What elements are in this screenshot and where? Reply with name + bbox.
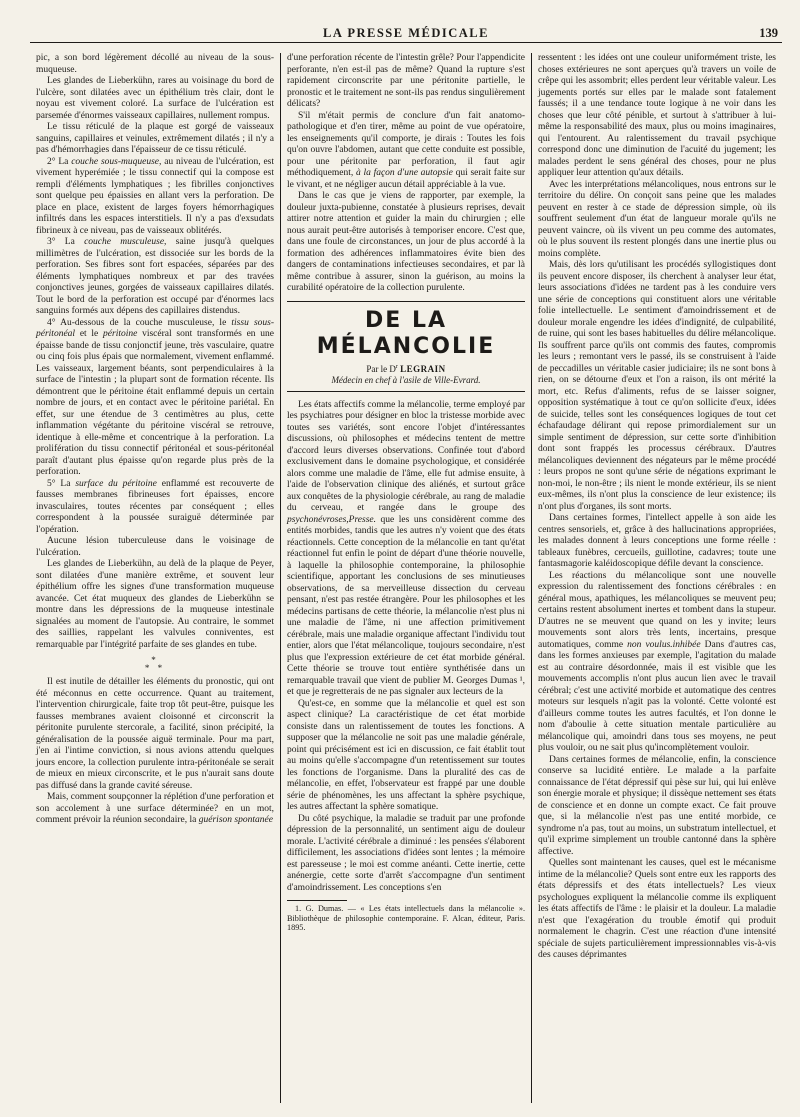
paragraph-text: comme toutes les autres facultés, et l'on donne le nom d'aboulie à cette situation mentale particulière au mélancolique qui, amoindri dans tous ses moyens, ne peut plus vouloir, ou ne sait plus qu'incomplètement vouloir. [538,708,776,753]
paragraph [36,318,274,479]
paragraph-text: Les réactions du mélancolique sont une nouvelle expression du ralentissement des fonctions cérébrales : en général mous, apathiques, les mélancoliques se meuvent peu; certains restent absolument inertes et tombent dans la stupeur. D'autres ne se meuvent que quand on les y invite; leurs mouvements sont alors très lents, incertains, presque automatiques, comme [538,570,776,650]
footnote: 1. G. Dumas. — « Les états intellectuels dans la mélancolie ». Bibliothèque de philosophie contemporaine. F. Alcan, éditeur, Paris. 1895. [287,904,525,932]
italic-phrase: péritoine [103,329,138,339]
paragraph: Du côté psychique, la maladie se traduit par une profonde dépression de la personnalité, un sentiment aigu de douleur morale. L'activité cérébrale a diminué : les pensées s'élaborent difficilement, les associations d'idées sont lentes ; la mémoire est paresseuse ; le moi est comme anéanti. Cette inertie, cette anénergie, cette sorte d'arrêt s'accompagne d'un sentiment d'amoindrissement. Les conceptions s'en [287,813,525,893]
paragraph-text: et le [75,329,104,339]
paragraph [36,157,274,238]
paragraph [287,111,525,192]
paragraph-text: au niveau de l'ulcération, est vivement hyperémiée ; le tissu connectif qui la compose est rempli d'éléments lymphatiques ; les fibrilles conjonctives sont quelque peu épaissies en allant vers la perforation. De place en place, existent de larges foyers hémorrhagiques infiltrés dans les espaces interstitiels. Il n'y a pas d'exsudats fibrineux à ce niveau, pas de vaisseaux oblitérés. [36,156,274,236]
italic-phrase: tissu sous-péritonéal [36,317,274,339]
running-header [30,0,782,38]
paragraph-text: Les états affectifs comme la mélancolie, terme employé par les psychiatres pour désigner en bloc la tristesse morbide avec toutes ses variétés, sont encore l'objet d'intéressantes discussions, où philosophes et médecins tentent de mettre d'accord leurs diverses observations. Confinée tout d'abord exclusivement dans le domaine psychologique, et considérée alors comme une maladie de l'âme, elle fut admise ensuite, à l'aide de l'observation clinique des aliénés, et surtout grâce aux conquêtes de la physiologie cérébrale, au rang de maladie du cerveau, et rangée dans le groupe des [287,399,525,513]
text-columns [30,53,782,1103]
column-middle [280,53,531,1103]
paragraph: Aucune lésion tuberculeuse dans le voisinage de l'ulcération. [36,536,274,558]
italic-phrase: surface du péritoine [75,478,157,489]
article-author: Par le $D^r$ LEGRAIN [366,363,446,374]
section-separator: * * * [144,655,166,673]
paragraph [538,571,776,755]
paragraph-text: viscéral sont transformés en une épaisse bande de tissu conjonctif jeune, très vasculaire, quatre ou cinq fois plus épais que normalement, vivement enflammé. Les vaisseaux, largement béants, sont perpendiculaires à la surface de l'intestin ; la plupart sont de formation récente. Ils démontrent que le péritoine était enflammé depuis un certain nombre de jours, et en contact avec le péritoine pariétal. En effet, sur une étendue de 3 centimètres au plus, cette inflammation végétante du péritoine viscéral se retrouve, identique à elle-même et concentrique à la perforation. La prolifération du tissu connectif péritonéal et sous-péritonéal paraît d'autant plus épaisse qu'on regarde plus près de la perforation. [36,329,274,477]
author-affiliation: Médecin en chef à l'asile de Ville-Evrard. [331,374,481,385]
paragraph-text: Mais, comment soupçonner la réplétion d'une perforation et son accolement à une surface déterminée? en un mot, comment prévoir la réunion secondaire, la [36,792,275,825]
journal-title: LA PRESSE MÉDICALE [323,26,489,40]
paragraph-text: que les uns considèrent comme des entités morbides, tandis que les autres n'y voient que des états réactionnels. Cette conception de la mélancolie en tant qu'état réactionnel fut enfin le point de départ d'une théorie nouvelle, à laquelle la philosophie contemporaine, la philosophie scientifique, apportant les conclusions de ses minutieuses observations, de sa merveilleuse dissection du cerveau pensant, n'est pas restée étrangère. Pour les philosophes et les médecins partisans de cette théorie, la mélancolie n'est plus ni une maladie de l'âme, ni une affection primitivement cérébrale, mais une maladie organique affectant l'individu tout entier, alors que l'état mélancolique, toujours secondaire, n'est plus que l'expression extérieure de cet état morbide général. Cette théorie se trouve tout entière synthétisée dans un remarquable travail que vient de publier M. Georges Dumas ¹, et que je regretterais de ne pas signaler aux lecteurs de la [287,514,525,697]
italic-phrase: couche sous-muqueuse, [71,156,162,167]
paragraph [36,792,274,827]
italic-phrase: couche musculeuse, [84,237,167,247]
article-title: DE LA MÉLANCOLIE [316,307,496,359]
column-right [531,53,782,1103]
paragraph-text: enflammé est recouverte de fausses membranes fibrineuses fort épaisses, encore invasculaires, toutes récentes par conséquent ; elles correspondent à la poussée suraiguë déterminée par l'opération. [36,478,274,535]
italic-phrase: non voulus. [627,639,673,650]
paragraph: Qu'est-ce, en somme que la mélancolie et quel est son aspect clinique? La caractéristique de cet état morbide consiste dans un ralentissement de toutes les fonctions. A supposer que la mélancolie ne soit pas une maladie générale, point qui précisément est ici en discussion, ce fait établit tout au moins qu'elle s'accompagne d'un retentissement sur toutes les fonctions de l'organisme. Dans la pluralité des cas de mélancolie, en effet, l'observateur est frappé par une double série de phénomènes, les uns affectant la sphère psychique, les autres affectant la sphère somatique. [287,698,525,812]
italic-phrase: psychonévroses, [287,514,349,525]
paragraph-text: S'il m'était permis de conclure d'un fait anatomo-pathologique et d'en tirer, même au point de vue opératoire, les enseignements qu'il comporte, je dirais : Toutes les fois qu'on ouvre l'abdomen, autant que cette conduite est possible, pour une péritonite par perforation, il faut agir méthodiquement, [287,110,525,178]
paragraph-text: 2° La [47,156,72,167]
paragraph: ressentent : les idées ont une couleur uniformément triste, les choses extérieures ne sont aperçues qu'à travers un voile de crêpe qui les assombrit; elles perdent leur véritable valeur. Les jugements portés sur elles par le malade sont fatalement faussés; il a une tendance toute logique à ne voir dans les choses que leur côté pénible, et surtout à s'attribuer à lui-même la responsabilité des maux, plus ou moins imaginaires, qui l'entourent. Au ralentissement du travail psychique correspond donc une diminution de l'acuité du jugement; les malades perdent le sens général des choses, pour ne plus appliquer leur attention qu'aux détails. [538,53,776,178]
page-number: 139 [759,26,778,40]
paragraph [36,237,274,318]
paragraph-text: qui serait faite sur le vivant, et ne négliger aucun détail appréciable à la vue. [287,168,526,190]
footnote-rule [287,900,347,901]
paragraph-text: 3° La [47,237,85,247]
italic-phrase: guérison spontanée [198,815,273,825]
article-title-block [287,301,525,392]
paragraph: Dans certaines formes de mélancolie, enfin, la conscience conserve sa lucidité entière. Le malade a la parfaite connaissance de l'état dépressif qui pèse sur lui, qui lui enlève son énergie morale et physique; il dissèque nettement ses états de conscience et en donne un compte exact. Ce fait prouve que, si la mélancolie n'est pas une entité morbide, ce syndrome n'a pas, tout au moins, un substratum intellectuel, et qu'il exprime simplement un trouble cantonné dans la sphère affective. [538,754,776,857]
paragraph: Mais, dès lors qu'utilisant les procédés syllogistiques dont ils peuvent encore disposer, ils cherchent à analyser leur état, leurs associations d'idées ne tardent pas à les conduire vers une série de conceptions qui constituent alors une véritable folie intellectuelle. Le sentiment d'amoindrissement et de douleur morale engendre les idées d'indignité, de culpabilité, de ruine, qui sont les bases habituelles du délire mélancolique. Ils souffrent parce qu'ils ont commis des fautes, compromis les leurs ; remontant vers le passé, ils se construisent à l'aide de peccadilles un véritable casier judiciaire; ils ne sont bons à rien, on se détourne d'eux et l'on a raison, ils ont mérité la mort, etc. Refus d'aliments, refus de se laisser soigner, opposition systématique à tout ce qu'on sollicite d'eux, idées de suicide, telles sont les conséquences logiques de tout cet échafaudage délirant qui repose primordialement sur un simple sentiment de dépression, sur cette sorte d'inhibition dont sont frappés les processus cérébraux. D'autres mélancoliques deviennent des négateurs par le même procédé : leurs propos ne sont qu'une série de négations exprimant le non-moi, le non-être ; ils nient le monde extérieur, ils se nient eux-mêmes, ils n'ont plus la conscience de leur existence; ils n'ont plus d'organes, ils sont morts. [538,260,776,512]
author-name: LEGRAIN [400,363,446,374]
paragraph: Le tissu réticulé de la plaque est gorgé de vaisseaux sanguins, capillaires et veinules, extrêmement dilatés ; il n'y a pas d'hémorrhagies dans l'épaisseur de ce tissu réticulé. [36,122,274,155]
paragraph: Les glandes de Lieberkühn, rares au voisinage du bord de l'ulcère, sont dilatées avec un épithélium très clair, dont le noyau est vivement coloré. La surface de l'ulcération est parsemée d'énormes vaisseaux capillaires, nullement rompus. [36,76,274,121]
paragraph-text: saine jusqu'à quelques millimètres de l'ulcération, est dissociée sur les bords de la perforation. Ses fibres sont fort espacées, séparées par des éléments lymphatiques nombreux et par des travées conjonctives jeunes, gorgées de vaisseaux capillaires dilatés. Tout le bord de la perforation est occupé par d'énormes lacs sanguins formés aux dépens des capillaires distendus. [36,237,274,316]
paragraph-text: 5° La [47,478,76,489]
italic-phrase: inhibée [672,639,701,650]
paragraph: Dans le cas que je viens de rapporter, par exemple, la douleur juxta-pubienne, constatée à plusieurs reprises, devait attirer notre attention et guider la main du chirurgien ; elle nous aurait peut-être autorisés à temporiser encore. C'est que, dans une foule de circonstances, un jour de plus accordé à la formation des adhérences inflammatoires évite bien des dangers de contaminations infectieuses secondaires, et par là même contribue à assurer, sinon la guérison, au moins la curabilité opératoire de la collection purulente. [287,191,525,293]
paragraph-text: 4° Au-dessous de la couche musculeuse, le [47,317,232,328]
italic-phrase: Presse. [348,514,377,525]
header-rule [30,42,782,43]
paragraph: Les glandes de Lieberkühn, au delà de la plaque de Peyer, sont dilatées d'une manière extrême, et souvent leur épithélium offre les signes d'une transformation muqueuse avancée. Cet état muqueux des glandes de Lieberkühn se montre dans les dépressions de la muqueuse intestinale signalées au moment de l'autopsie. Au contraire, le sommet des saillies, rappelant les valvules conniventes, est remarquable par l'intégrité parfaite de ses glandes en tube. [36,559,274,650]
paragraph: Quelles sont maintenant les causes, quel est le mécanisme intime de la mélancolie? Quels sont entre eux les rapports des états dépressifs et des états intellectuels? Les vieux psychologues expliquent la mélancolie comme ils expliquent les états affectifs de l'âme : le plaisir et la douleur. La maladie n'est que l'exagération du trouble émotif qui produit normalement le chagrin. C'est une réaction d'une intensité spéciale de sujets particulièrement impressionnables vis-à-vis des causes déprimantes [538,858,776,960]
paragraph: d'une perforation récente de l'intestin grêle? Pour l'appendicite perforante, n'en est-il pas de même? Quand la rupture s'est rapidement circonscrite par une péritonite partielle, le pronostic et le traitement ne sont-ils pas rendus singulièrement délicats? [287,53,525,109]
column-left [30,53,280,1103]
paragraph: pic, a son bord légèrement décollé au niveau de la sous-muqueuse. [36,53,274,75]
paragraph-text: Dans d'autres cas, dans les formes anxieuses par exemple, l'agitation du malade est au contraire désordonnée, mais il est visible que les mouvements accomplis n'ont plus aucun lien avec le travail cérébral; c'est une activité morbide et automatique des centres moteurs sur lesquels n'agit pas la volonté. Cette volonté est d'ailleurs [538,639,776,719]
paragraph: Il est inutile de détailler les éléments du pronostic, qui ont été méconnus en cette occurrence. Quant au traitement, l'intervention chirurgicale, faite trop tôt peut-être, puisque les fausses membranes avaient cloisonné et circonscrit la péritonite purulente stercorale, a facilité, sinon précipité, la généralisation de la poussée aiguë terminale. Pour ma part, j'en ai l'intime conviction, si nous avions attendu quelques jours encore, la collection purulente intra-péritonéale se serait de mieux en mieux circonscrite, et le pus n'aurait sans doute pas diffusé dans la grande cavité séreuse. [36,677,274,791]
paragraph: Avec les interprétations mélancoliques, nous entrons sur le territoire du délire. On conçoit sans peine que les malades peuvent en rester à ce stade de dépression simple, où ils souffrent seulement d'un état de langueur morale qu'ils ne peuvent vaincre, où ils vivent un peu comme des automates, où le plus souvent ils restent plongés dans une inertie plus ou moins complète. [538,179,776,259]
italic-phrase: à la façon d'une autopsie [355,168,453,178]
paragraph [287,400,525,699]
paragraph [36,479,274,537]
paragraph: Dans certaines formes, l'intellect appelle à son aide les centres sensoriels, et, grâce à des hallucinations appropriées, les malades donnent à leurs conceptions une forme réelle : tableaux funèbres, cercueils, guillotine, cadavres; toute une fantasmagorie kaléidoscopique défile devant la conscience. [538,513,776,569]
